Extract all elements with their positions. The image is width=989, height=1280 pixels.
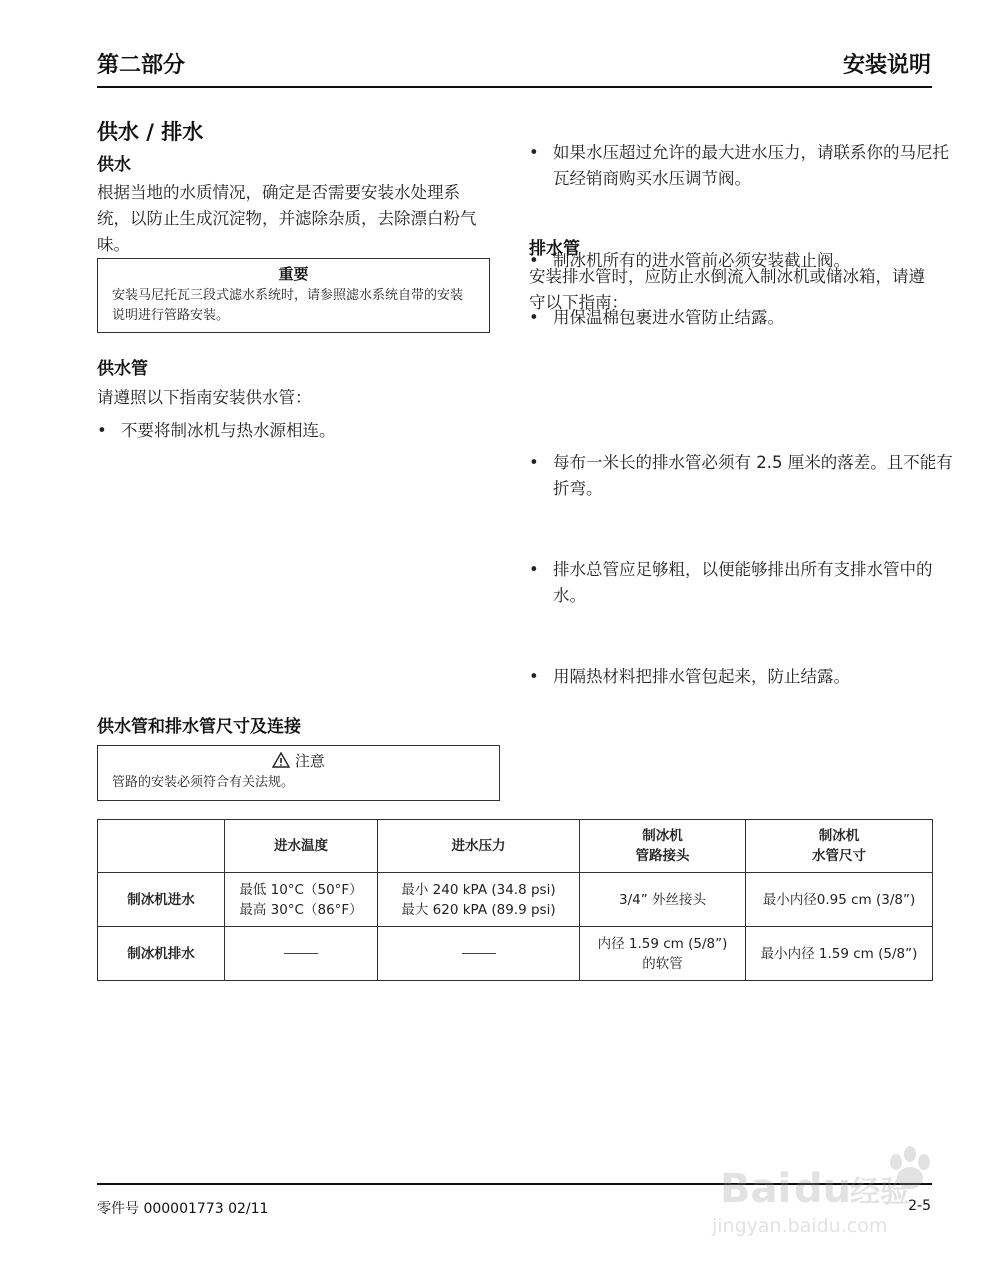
- list-item: • 用隔热材料把排水管包起来，防止结露。: [529, 664, 953, 690]
- important-notice: [97, 258, 490, 333]
- not-applicable-dash: [284, 953, 318, 954]
- supply-pipe-intro: 请遵照以下指南安装供水管：: [97, 388, 312, 407]
- caution-title-row: [98, 750, 499, 771]
- table-row: [98, 927, 933, 981]
- part-number: 零件号 000001773 02/11: [97, 1201, 269, 1217]
- list-item: • 制冰机所有的进水管前必须安装截止阀。: [529, 248, 953, 274]
- drain-fitting-line2: 的软管: [642, 955, 683, 972]
- page-number: 2-5: [908, 1198, 931, 1214]
- svg-text:jingyan.baidu.com: jingyan.baidu.com: [712, 1215, 888, 1237]
- cell-inlet-size: 最小内径0.95 cm (3/8”): [746, 873, 933, 927]
- important-title: 重要: [278, 265, 309, 283]
- list-item: • 如果水压超过允许的最大进水压力，请联系你的马尼托瓦经销商购买水压调节阀。: [529, 140, 953, 192]
- supply-pipe-heading: 供水管: [97, 359, 148, 379]
- header-divider: [97, 86, 932, 88]
- section-title: 供水 / 排水: [97, 120, 204, 144]
- cell-drain-temp: [225, 927, 378, 981]
- temp-min: 最低 10°C（50°F）: [239, 881, 363, 898]
- header-fitting: [580, 820, 746, 873]
- caution-title: 注意: [294, 752, 325, 770]
- svg-text:Bai: Bai: [720, 1166, 792, 1212]
- supply-paragraph: 根据当地的水质情况，确定是否需要安装水处理系统，以防止生成沉淀物，并滤除杂质，去除漂白粉气味。: [97, 183, 477, 254]
- drain-heading: 排水管: [529, 239, 580, 259]
- important-text: 安装马尼托瓦三段式滤水系统时，请参照滤水系统自带的安装说明进行管路安装。: [112, 288, 464, 323]
- warning-icon: [272, 752, 290, 768]
- section-label: 第二部分: [97, 53, 186, 78]
- chapter-title: 安装说明: [842, 53, 931, 78]
- table-corner-cell: [98, 820, 225, 873]
- header-size-line1: 制冰机: [818, 828, 860, 844]
- list-item: • 排水总管应足够粗，以便能够排出所有支排水管中的水。: [529, 557, 953, 609]
- caution-notice: [97, 745, 500, 801]
- svg-text:经验: 经验: [850, 1175, 910, 1210]
- not-applicable-dash: [462, 953, 496, 954]
- supply-heading: 供水: [97, 155, 131, 175]
- table-heading: 供水管和排水管尺寸及连接: [97, 717, 301, 737]
- temp-max: 最高 30°C（86°F）: [239, 901, 363, 918]
- drain-fitting-line1: 内径 1.59 cm (5/8”): [597, 935, 728, 952]
- cell-inlet-pressure: [378, 873, 580, 927]
- cell-inlet-fitting: 3/4” 外丝接头: [580, 873, 746, 927]
- drain-intro: 安装排水管时，应防止水倒流入制冰机或储冰箱，请遵守以下指南：: [529, 267, 925, 312]
- row-label-inlet: 制冰机进水: [98, 873, 225, 927]
- pressure-min: 最小 240 kPA (34.8 psi): [401, 881, 556, 898]
- list-item: • 用保温棉包裹进水管防止结露。: [529, 305, 953, 331]
- header-fitting-line2: 管路接头: [635, 848, 690, 864]
- cell-drain-pressure: [378, 927, 580, 981]
- baidu-watermark-logo: [700, 1140, 940, 1240]
- row-label-drain: 制冰机排水: [98, 927, 225, 981]
- pressure-max: 最大 620 kPA (89.9 psi): [401, 901, 556, 918]
- header-fitting-line1: 制冰机: [642, 828, 683, 844]
- list-item: • 不要将制冰机与热水源相连。: [97, 418, 511, 444]
- table-row: [98, 873, 933, 927]
- header-size-line2: 水管尺寸: [812, 848, 866, 864]
- header-tube-size: [746, 820, 933, 873]
- caution-text: 管路的安装必须符合有关法规。: [112, 775, 295, 790]
- table-header-row: [98, 820, 933, 873]
- cell-drain-fitting: [580, 927, 746, 981]
- header-water-pressure: 进水压力: [378, 820, 580, 873]
- svg-text:du: du: [794, 1166, 852, 1212]
- connections-table: [97, 819, 933, 981]
- cell-inlet-temp: [225, 873, 378, 927]
- list-item: • 每布一米长的排水管必须有 2.5 厘米的落差。且不能有折弯。: [529, 450, 953, 502]
- cell-drain-size: 最小内径 1.59 cm (5/8”): [746, 927, 933, 981]
- header-water-temp: 进水温度: [225, 820, 378, 873]
